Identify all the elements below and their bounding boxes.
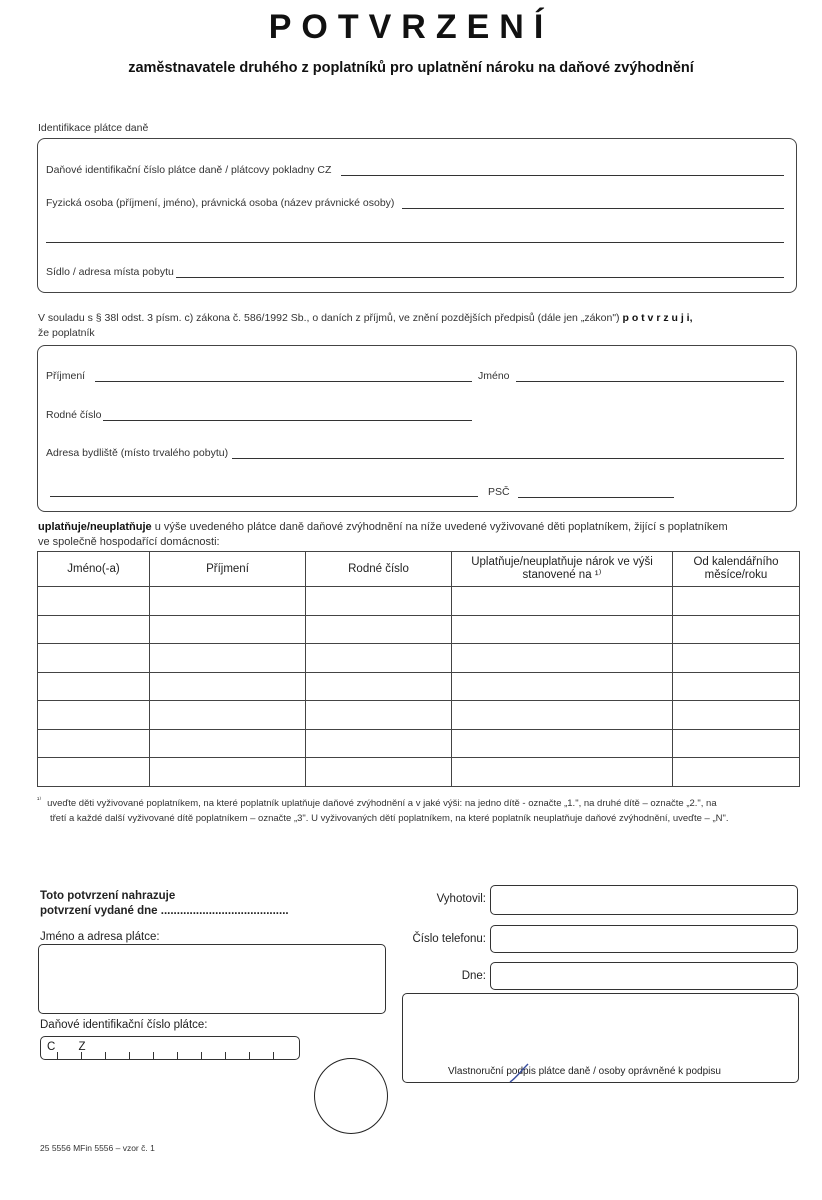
- residence-address-line[interactable]: [232, 448, 784, 459]
- footnote: [37, 793, 805, 826]
- table-cell[interactable]: [673, 701, 800, 730]
- dic-tick: [225, 1052, 226, 1059]
- dic-tick: [177, 1052, 178, 1059]
- table-row: [38, 587, 800, 616]
- table-cell[interactable]: [38, 672, 150, 701]
- table-row: [38, 644, 800, 673]
- table-cell[interactable]: [673, 644, 800, 673]
- birth-number-label: Rodné číslo: [46, 409, 102, 421]
- dic-prefix: C Z: [47, 1041, 96, 1053]
- table-cell[interactable]: [452, 758, 673, 787]
- table-cell[interactable]: [150, 672, 306, 701]
- phone-input[interactable]: [490, 925, 798, 953]
- surname-field[interactable]: [46, 370, 472, 382]
- dic-tick: [81, 1052, 82, 1059]
- table-row: [38, 701, 800, 730]
- payer-person-field[interactable]: [46, 197, 784, 209]
- residence-address-line-2[interactable]: [50, 496, 478, 497]
- replaces-line-1: Toto potvrzení nahrazuje: [40, 890, 176, 902]
- table-cell[interactable]: [150, 587, 306, 616]
- signature-mark: [508, 1060, 532, 1086]
- name-label: Jméno: [478, 370, 510, 382]
- confirmation-text: [38, 311, 798, 341]
- residence-address-label: Adresa bydliště (místo trvalého pobytu): [46, 447, 229, 459]
- payer-dic-bottom-label: Daňové identifikační číslo plátce:: [40, 1019, 208, 1031]
- children-table: [37, 551, 800, 787]
- children-table-header: [38, 552, 800, 587]
- surname-label: Příjmení: [46, 370, 86, 382]
- children-table-body: [38, 587, 800, 787]
- table-cell[interactable]: [150, 644, 306, 673]
- table-cell[interactable]: [306, 672, 452, 701]
- claim-bold: uplatňuje/neuplatňuje: [38, 521, 152, 533]
- date-label: Dne:: [461, 970, 486, 982]
- dic-tick: [105, 1052, 106, 1059]
- dic-tick: [153, 1052, 154, 1059]
- payer-address-line[interactable]: [176, 267, 784, 278]
- table-cell[interactable]: [673, 587, 800, 616]
- table-row: [38, 758, 800, 787]
- dic-tick: [129, 1052, 130, 1059]
- table-cell[interactable]: [673, 615, 800, 644]
- col-first-name: Jméno(-a): [38, 552, 150, 587]
- table-cell[interactable]: [38, 729, 150, 758]
- phone-label: Číslo telefonu:: [412, 933, 486, 945]
- table-cell[interactable]: [38, 758, 150, 787]
- table-cell[interactable]: [673, 672, 800, 701]
- zip-label: PSČ: [488, 486, 510, 498]
- zip-line[interactable]: [518, 487, 674, 498]
- issued-by-input[interactable]: [490, 885, 798, 915]
- col-claim-amount: Uplatňuje/neuplatňuje nárok ve výši stanovené na ¹⁾: [452, 552, 673, 587]
- table-cell[interactable]: [452, 701, 673, 730]
- payer-section-heading: Identifikace plátce daně: [38, 122, 149, 134]
- dic-tick: [273, 1052, 274, 1059]
- dic-tick: [201, 1052, 202, 1059]
- table-cell[interactable]: [452, 615, 673, 644]
- col-from-month: Od kalendářního měsíce/roku: [673, 552, 800, 587]
- stamp-circle: [314, 1058, 388, 1134]
- table-cell[interactable]: [150, 729, 306, 758]
- table-row: [38, 615, 800, 644]
- table-cell[interactable]: [306, 758, 452, 787]
- confirmation-line1-prefix: V souladu s § 38l odst. 3 písm. c) zákona č. 586/1992 Sb., o daních z příjmů, ve znění pozdějších předpisů (dále jen „zákon"): [38, 312, 623, 324]
- dic-tick: [249, 1052, 250, 1059]
- footnote-text-2: třetí a každé další vyživované dítě poplatníkem – označte „3". U vyživovaných dětí poplatníkem, na které poplatník neuplatňuje daňové zvýhodnění, uveďte – „N".: [50, 813, 729, 825]
- table-cell[interactable]: [306, 587, 452, 616]
- col-birth-number: Rodné číslo: [306, 552, 452, 587]
- footnote-marker: ¹⁾: [37, 797, 42, 804]
- payer-dic-label: Daňové identifikační číslo plátce daně / plátcovy pokladny CZ: [46, 164, 332, 176]
- payer-address-field[interactable]: [46, 266, 784, 278]
- document-title: POTVRZENÍ: [268, 8, 554, 46]
- dic-tick: [57, 1052, 58, 1059]
- table-cell[interactable]: [306, 615, 452, 644]
- birth-number-line[interactable]: [103, 410, 472, 421]
- table-cell[interactable]: [306, 701, 452, 730]
- date-input[interactable]: [490, 962, 798, 990]
- replaces-line-2[interactable]: potvrzení vydané dne ........................................: [40, 905, 289, 917]
- table-cell[interactable]: [150, 758, 306, 787]
- confirmation-line2: že poplatník: [38, 327, 95, 339]
- table-cell[interactable]: [150, 615, 306, 644]
- zip-field[interactable]: [488, 486, 674, 498]
- table-row: [38, 672, 800, 701]
- payer-person-label: Fyzická osoba (příjmení, jméno), právnická osoba (název právnické osoby): [46, 197, 395, 209]
- table-cell[interactable]: [150, 701, 306, 730]
- table-cell[interactable]: [452, 587, 673, 616]
- table-cell[interactable]: [452, 644, 673, 673]
- name-field[interactable]: [478, 370, 784, 382]
- table-cell[interactable]: [673, 729, 800, 758]
- payer-name-label: Jméno a adresa plátce:: [40, 931, 160, 943]
- claim-line2: ve společně hospodařící domácnosti:: [38, 536, 220, 548]
- table-cell[interactable]: [306, 729, 452, 758]
- issued-by-label: Vyhotovil:: [436, 893, 486, 905]
- signature-label: Vlastnoruční podpis plátce daně / osoby oprávněné k podpisu: [448, 1066, 721, 1077]
- table-cell[interactable]: [38, 701, 150, 730]
- name-line[interactable]: [516, 371, 784, 382]
- document-subtitle: zaměstnavatele druhého z poplatníků pro uplatnění nároku na daňové zvýhodnění: [128, 60, 694, 76]
- table-cell[interactable]: [306, 644, 452, 673]
- claim-rest: u výše uvedeného plátce daně daňové zvýhodnění na níže uvedené vyživované děti poplatníkem, žijící s poplatníkem: [151, 521, 728, 533]
- payer-address-label: Sídlo / adresa místa pobytu: [46, 266, 174, 278]
- birth-number-field[interactable]: [46, 409, 472, 421]
- col-surname: Příjmení: [150, 552, 306, 587]
- table-cell[interactable]: [38, 587, 150, 616]
- payer-person-line-2[interactable]: [46, 242, 784, 243]
- table-row: [38, 729, 800, 758]
- table-cell[interactable]: [38, 644, 150, 673]
- form-code: 25 5556 MFin 5556 – vzor č. 1: [40, 1143, 155, 1153]
- table-cell[interactable]: [38, 615, 150, 644]
- payer-name-box[interactable]: [38, 944, 386, 1014]
- payer-person-line[interactable]: [402, 198, 784, 209]
- payer-dic-input[interactable]: [40, 1036, 300, 1060]
- residence-address-field[interactable]: [46, 447, 784, 459]
- payer-dic-field[interactable]: [46, 164, 784, 176]
- claim-statement: [38, 520, 808, 550]
- footnote-text-1: uveďte děti vyživované poplatníkem, na které poplatník uplatňuje daňové zvýhodnění a v jaké výši: na jedno dítě - označte „1.", na druhé dítě – označte „2.", na: [47, 798, 717, 810]
- table-cell[interactable]: [673, 758, 800, 787]
- surname-line[interactable]: [95, 371, 472, 382]
- table-cell[interactable]: [452, 729, 673, 758]
- table-cell[interactable]: [452, 672, 673, 701]
- payer-dic-line[interactable]: [341, 165, 784, 176]
- confirmation-potvrzuji: p o t v r z u j i,: [622, 312, 693, 324]
